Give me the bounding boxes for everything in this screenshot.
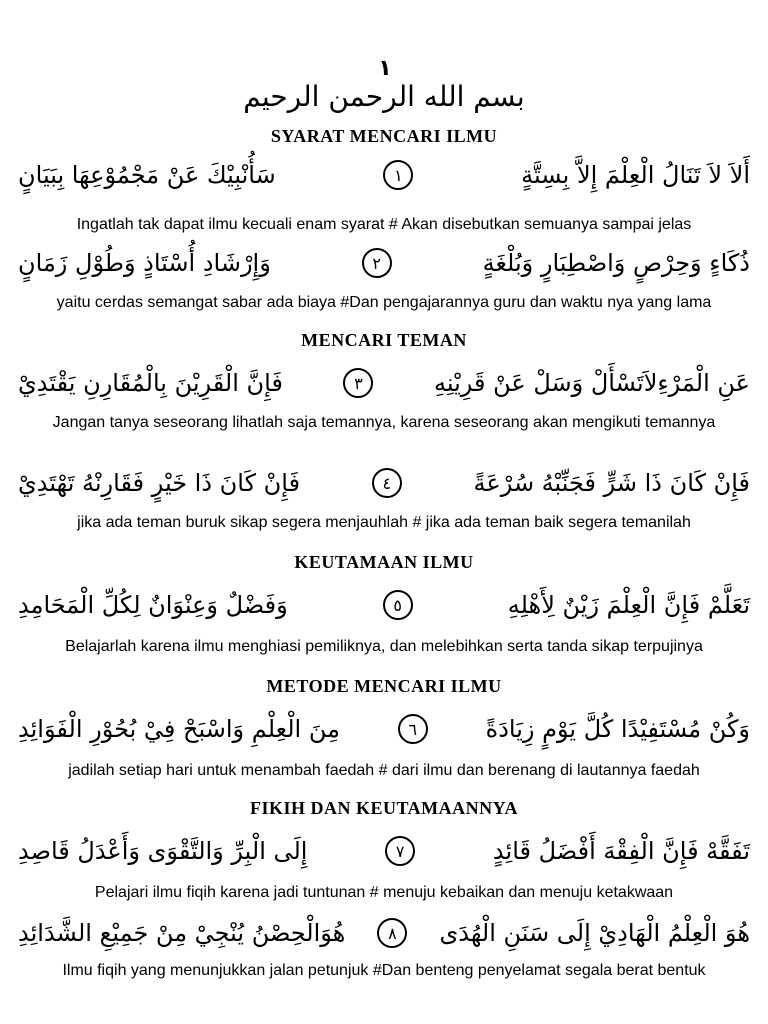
verse-3	[18, 368, 750, 398]
verse-8-translation: Ilmu fiqih yang menunjukkan jalan petunjuk #Dan benteng penyelamat segala berat bentuk	[62, 962, 706, 979]
verse-1-second-hemistich: سَأُنْبِيْكَ عَنْ مَجْمُوْعِهَا بِبَيَانٍ	[18, 161, 276, 189]
verse-6-first-hemistich: وَكُنْ مُسْتَفِيْدًا كُلَّ يَوْمٍ زِيَادَةً	[485, 715, 750, 743]
verse-8-number: ٨	[377, 918, 407, 948]
verse-7-first-hemistich: تَفَقَّهْ فَإِنَّ الْفِقْهَ أَفْضَلُ قَائِدٍ	[492, 837, 750, 865]
page-number: ١	[378, 56, 392, 81]
verse-2-translation: yaitu cerdas semangat sabar ada biaya #Dan pengajarannya guru dan waktu nya yang lama	[56, 294, 712, 311]
section-heading-fikih: FIKIH DAN KEUTAMAANNYA	[249, 798, 518, 818]
verse-2	[18, 248, 750, 278]
verse-5	[18, 590, 750, 620]
verse-1	[18, 160, 750, 190]
verse-5-translation: Belajarlah karena ilmu menghiasi pemiliknya, dan melebihkan serta tanda sikap terpujinya	[65, 638, 703, 655]
verse-8	[18, 918, 750, 948]
verse-3-first-hemistich: عَنِ الْمَرْءِلاَتَسْأَلْ وَسَلْ عَنْ قَرِيْنِهِ	[434, 369, 750, 397]
verse-4	[18, 468, 750, 498]
section-heading-mencari-teman: MENCARI TEMAN	[301, 330, 467, 350]
verse-7-second-hemistich: إِلَى الْبِرِّ وَالتَّقْوَى وَأَعْدَلُ قَاصِدِ	[18, 837, 308, 865]
verse-4-first-hemistich: فَإِنْ كَانَ ذَا شَرٍّ فَجَنِّبْهُ سُرْعَةً	[473, 469, 750, 497]
verse-4-translation: jika ada teman buruk sikap segera menjauhlah # jika ada teman baik segera temanilah	[77, 514, 691, 531]
basmala: بسم الله الرحمن الرحيم	[243, 80, 525, 113]
verse-5-second-hemistich: وَفَضْلٌ وَعِنْوَانٌ لِكُلِّ الْمَحَامِدِ	[18, 591, 288, 619]
verse-1-first-hemistich: أَلاَ لاَ تَنَالُ الْعِلْمَ إِلاَّ بِسِتَّةٍ	[521, 161, 750, 189]
verse-7-translation: Pelajari ilmu fiqih karena jadi tuntunan # menuju kebaikan dan menuju ketakwaan	[94, 884, 674, 901]
verse-1-number: ١	[383, 160, 413, 190]
section-heading-syarat: SYARAT MENCARI ILMU	[270, 126, 498, 146]
verse-2-number: ٢	[362, 248, 392, 278]
verse-6-number: ٦	[398, 714, 428, 744]
verse-3-number: ٣	[343, 368, 373, 398]
verse-5-number: ٥	[383, 590, 413, 620]
verse-2-second-hemistich: وَإِرْشَادِ أُسْتَاذٍ وَطُوْلِ زَمَانٍ	[18, 249, 271, 277]
section-heading-keutamaan-ilmu: KEUTAMAAN ILMU	[294, 552, 474, 572]
verse-6-second-hemistich: مِنَ الْعِلْمِ وَاسْبَحْ فِيْ بُحُوْرِ الْفَوَائِدِ	[18, 715, 340, 743]
verse-4-second-hemistich: فَإِنْ كَانَ ذَا خَيْرٍ فَقَارِنْهُ تَهْتَدِيْ	[18, 469, 301, 497]
verse-7	[18, 836, 750, 866]
verse-3-second-hemistich: فَإِنَّ الْقَرِيْنَ بِالْمُقَارِنِ يَقْتَدِيْ	[18, 369, 283, 397]
verse-6	[18, 714, 750, 744]
verse-6-translation: jadilah setiap hari untuk menambah faedah # dari ilmu dan berenang di lautannya faedah	[68, 762, 700, 779]
verse-7-number: ٧	[385, 836, 415, 866]
verse-4-number: ٤	[372, 468, 402, 498]
verse-8-second-hemistich: هُوَالْحِصْنُ يُنْجِيْ مِنْ جَمِيْعِ الشَّدَائِدِ	[18, 919, 346, 947]
verse-8-first-hemistich: هُوَ الْعِلْمُ الْهَادِيْ إِلَى سَنَنِ الْهُدَى	[439, 919, 750, 947]
verse-5-first-hemistich: تَعَلَّمْ فَإِنَّ الْعِلْمَ زَيْنٌ لِأَهْلِهِ	[507, 591, 750, 619]
verse-2-first-hemistich: ذُكَاءٍ وَحِرْصٍ وَاصْطِبَارٍ وَبُلْغَةٍ	[482, 249, 750, 277]
verse-1-translation: Ingatlah tak dapat ilmu kecuali enam syarat # Akan disebutkan semuanya sampai jelas	[76, 216, 692, 233]
verse-3-translation: Jangan tanya seseorang lihatlah saja temannya, karena seseorang akan mengikuti temannya	[52, 414, 716, 431]
section-heading-metode: METODE MENCARI ILMU	[266, 676, 502, 696]
